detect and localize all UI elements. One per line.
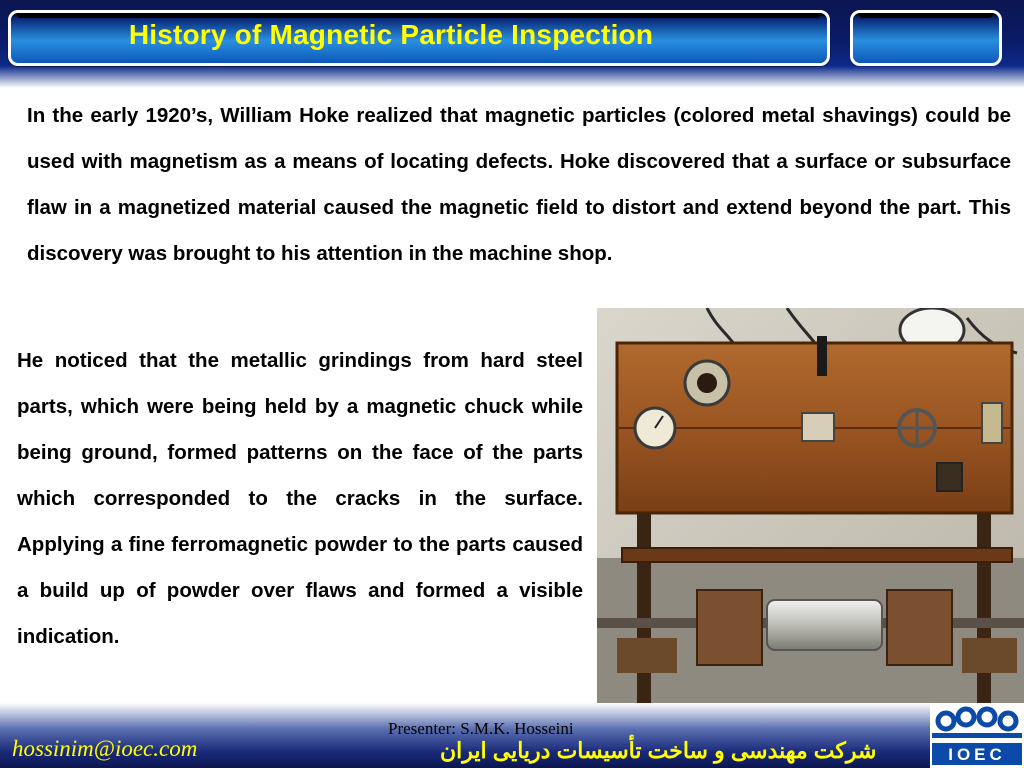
title-box bbox=[8, 10, 830, 66]
intro-paragraph: In the early 1920’s, William Hoke realized that magnetic particles (colored metal shavings) could be used with magnetism as a means of locating defects. Hoke discovered that a surface or subsurface flaw in a magnetized material caused the magnetic field to distort and extend beyond the part. This discovery was brought to his attention in the machine shop. bbox=[27, 104, 1011, 265]
email-link[interactable]: hossinim@ioec.com bbox=[12, 736, 198, 761]
footer-band bbox=[0, 703, 1024, 768]
header-band bbox=[0, 0, 1024, 88]
logo-text: IOEC bbox=[948, 745, 1006, 764]
slide-title: History of Magnetic Particle Inspection bbox=[128, 19, 654, 50]
company-name: شرکت مهندسی و ساخت تأسیسات دریایی ایران bbox=[440, 738, 877, 763]
detail-paragraph: He noticed that the metallic grindings from hard steel parts, which were being held by a magnetic chuck while being ground, formed patterns on the face of the parts which corresponded to the cracks in the surface. Applying a fine ferromagnetic powder to the parts caused a build up of powder over flaws and formed a visible indication. bbox=[17, 349, 583, 648]
presenter-label: Presenter: S.M.K. Hosseini bbox=[388, 719, 574, 738]
side-box bbox=[850, 10, 1002, 66]
ioec-logo bbox=[930, 703, 1024, 768]
machine-photo bbox=[597, 308, 1024, 703]
